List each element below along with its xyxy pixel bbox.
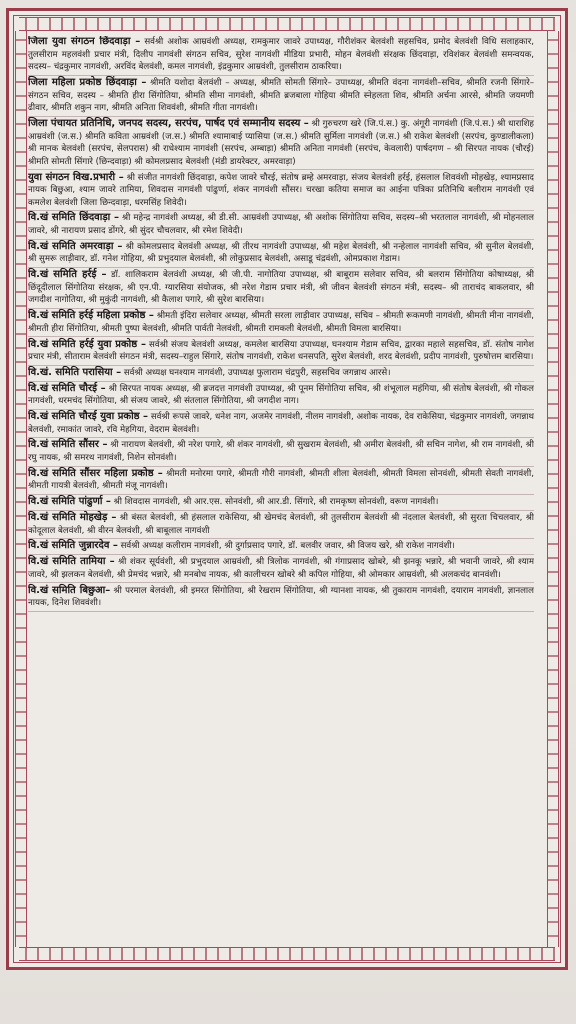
committee-members: श्रीमती इंदिरा सलेवार अध्यक्ष, श्रीमती सरला लाड़ीवार उपाध्यक्ष, सचिव – श्रीमती रूकमणी नागवंशी, श्रीमती मीना नागवंशी, श्रीमती हीरा सिंगोतिया, श्रीमती पुष्पा बेलवंशी, श्रीमति पार्वती नेलवंशी, श्रीमती रामकली बेलवंशी, श्रीमती विमला बारसिया। (28, 311, 534, 334)
committee-members: श्री महेन्द्र नागवंशी अध्यक्ष, श्री डी.सी. आम्रवंशी उपाध्यक्ष, श्री अशोक सिंगोतिया सचिव, सदस्य–श्री भरतलाल नागवंशी, श्री मोहनलाल जावरे, श्री नारायण प्रसाद डोंगरे, श्री सुंदर चौचलवार, श्री रमेश शिवेदी। (28, 213, 534, 237)
committee-entry (28, 118, 534, 170)
committee-entry (28, 212, 534, 239)
committee-members: सर्वश्री रूपसे जावरे, धनेश नाग, अजमेर नागवंशी, नीलम नागवंशी, अशोक नायक, देव राकेसिया, चंद्रकुमार नागवंशी, जगन्नाथ बेलवंशी, रमाकांत जावरे, रवि मेहगिया, वेदराम बेलवंशी। (28, 412, 534, 435)
committee-entry (28, 439, 534, 466)
ornament-band-bottom (19, 947, 555, 961)
committee-members: डॉ. शालिकराम बेलवंशी अध्यक्ष, श्री जी.पी. नागोतिया उपाध्यक्ष, श्री बाबूराम सलेवार सचिव, श्री बलराम सिंगोतिया कोषाध्यक्ष, श्री छिंदूदीलाल सिंगोतिया संरक्षक, श्री एन.पी. ग्यारसिया संयोजक, श्री नरेश गेडाम प्रचार मंत्री, श्री जीवन बेलवंशी संगठन मंत्री, सदस्य– श्री ताराचंद बाकलवार, श्री जगदीश नागोतिया, श्री मुकुंदी नागवंशी, श्री कैलाश पगारे, श्री सुरेश बारसिया। (28, 270, 534, 306)
committee-members: श्री संजीत नागवंशी छिंदवाड़ा, कपेश जावरे चौरई, संतोष ब्रम्हे अमरवाड़ा, संजय बेलवंशी हर्रई, हंसलाल शिववंशी मोहखेड़, श्यामप्रसाद नायक बिछुआ, श्याम जावरे तामिया, शिवदास नागवंशी पांढुर्णा, शंकर नागवंशी सौंसर। चरखा कतिया समाज का आईना पत्रिका प्रतिनिधि बलीराम नागवंशी एवं कमलेश बेलवंशी जिला छिन्दवाड़ा, धरमसिंह शिवेदी। (28, 172, 534, 208)
committee-entry (28, 556, 534, 583)
committee-list (28, 36, 534, 936)
committee-heading: वि.खं समिति सौंसर – (28, 439, 108, 451)
committee-members: श्रीमति यशोदा बेलवंशी – अध्यक्ष, श्रीमति सोमती सिंगारे– उपाध्यक्ष, श्रीमति वंदना नागवंशी–सचिव, श्रीमति रजनी सिंगारे– संगठन सचिव, सदस्य – श्रीमति हीरा सिंगोतिया, श्रीमति सीमा नागवंशी, श्रीमति ब्रजबाला गोहिया श्रीमति स्नेहलता शिव, श्रीमति अर्चना आरसे, श्रीमति जयमणी ढीवार, श्रीमति शकुन नाग, श्रीमति अनिता शिववंशी, श्रीमति गीता नागवंशी। (28, 77, 534, 114)
committee-heading: युवा संगठन विख.प्रभारी – (28, 171, 124, 183)
committee-entry (28, 585, 534, 612)
committee-entry (28, 172, 534, 212)
committee-heading: वि.खं समिति चौरई – (28, 382, 106, 394)
committee-entry (28, 383, 534, 410)
committee-heading: वि.खं समिति जुन्नारदेव – (28, 540, 118, 552)
committee-heading: वि.खं समिति पांढुर्णा – (28, 496, 111, 508)
committee-entry (28, 411, 534, 438)
committee-members: सर्वश्री संजय बेलवंशी अध्यक्ष, कमलेश बारसिया उपाध्यक्ष, घनश्याम गेडाम सचिव, द्वारका महाले सहसचिव, डॉ. संतोष नागेश प्रचार मंत्री, सीताराम बेलवंशी संगठन मंत्री, सदस्य–राहुल सिंगारे, संतोष नागवंशी, राकेश धनसपति, सुरेश बेलवंशी, शरद बेलवंशी, प्रदीप नागवंशी, पुरुषोत्तम बारसिया। (28, 339, 534, 363)
committee-heading: वि.खं समिति छिंदवाड़ा – (28, 212, 120, 224)
committee-members: श्री नारायण बेलवंशी, श्री नरेश पगारे, श्री शंकर नागवंशी, श्री सुखराम बेलवंशी, श्री अमीरा बेलवंशी, श्री सचिन नागेश, श्री राम नागवंशी, श्री रघु नायक, श्री समरथ नागवंशी, निशेन सोनवंशी। (28, 440, 534, 464)
committee-heading: वि.खं समिति चौरई युवा प्रकोष्ठ – (28, 411, 149, 423)
committee-members: श्री कोमलप्रसाद बेलवंशी अध्यक्ष, श्री तीरथ नागवंशी उपाध्यक्ष, श्री महेश बेलवंशी, श्री नन्हेलाल नागवंशी सचिव, श्री सुनील बेलवंशी, श्री सुमरू लाड़ीवार, डॉ. गनेश गोहिया, श्री प्रभुदयाल बेलवंशी, श्री लोकुप्रसाद बेलवंशी, असाडू चंद्रवंशी, ओमप्रकाश गेडाम। (28, 241, 534, 265)
committee-entry (28, 496, 534, 511)
committee-heading: वि.खं. समिति परासिया – (28, 366, 122, 378)
committee-entry (28, 310, 534, 337)
committee-heading: वि.खं समिति मोहखेड़ – (28, 512, 117, 523)
committee-heading: जिला पंचायत प्रतिनिधि, जनपद सदस्य, सरपंच, पार्षद एवं सम्मानीय सदस्य – (28, 117, 309, 129)
committee-entry (28, 269, 534, 309)
committee-heading: जिला महिला प्रकोष्ठ छिंदवाड़ा – (28, 76, 147, 88)
committee-members: श्री सिरपत नायक अध्यक्ष, श्री ब्रजदत्त नागवंशी उपाध्यक्ष, श्री पूनम सिंगोतिया सचिव, श्री शंभूलाल महंगिया, श्री संतोष बेलवंशी, श्री गोकल नागवंशी, धरमचंद सिंगोतिया, श्री संजय जावरे, श्री संतलाल सिंगोतिया, श्री जगदीश नाग। (28, 383, 534, 407)
committee-entry (28, 512, 534, 539)
committee-heading: वि.खं समिति हर्रई – (28, 269, 107, 281)
committee-entry (28, 36, 534, 76)
ornament-band-right (547, 31, 559, 947)
committee-entry (28, 77, 534, 117)
committee-entry (28, 468, 534, 495)
committee-members: श्री गुरुचरण खरे (जि.पं.स.) कु. अंगूरी नागवंशी (जि.पं.स.) श्री धाराशिह आम्रवंशी (ज.स.) श्रीमति कविता आम्रवंशी (ज.स.) श्रीमति श्यामाबाई प्यासिया (ज.स.) श्रीमति सुर्मिला नागवंशी (ज.स.) श्री राकेश बेलवंशी (सरपंच, कुण्डालीकला) श्री मानक बेलवंशी (सरपंच, सेलपरास) श्री राधेश्याम नागवंशी (सरपंच, अम्बाड़ा) श्रीमति अनिता नागवंशी (सरपंच, केवलारी) पार्षदगण – श्री सिरपत नायक (चौरई) श्रीमति सोमती सिंगारे (छिन्दवाड़ा) श्री कोमलप्रसाद बेलवंशी (मंडी डायरेक्टर, अमरवाड़ा) (28, 118, 534, 167)
committee-members: सर्वश्री अशोक आम्रवंशी अध्यक्ष, रामकुमार जावरे उपाध्यक्ष, गौरीशंकर बेलवंशी सहसचिव, प्रमोद बेलवंशी विधि सलाहकार, तुलसीराम महलवंशी प्रचार मंत्री, दिलीप नागवंशी संगठन सचिव, सुरेश नागवंशी मीडिया प्रभारी, मोहन बेलवंशी संरक्षक छिंदवाड़ा, रविशंकर बेलवंशी समन्वयक, सदस्य– चंद्रकुमार नागवंशी, अरविंद बेलवंशी, कमल नागवंशी, इंद्रकुमार आम्रवंशी, तुलसीराम ठाकरिया। (28, 37, 534, 73)
committee-entry (28, 367, 534, 382)
committee-members: श्री शिवदास नागवंशी, श्री आर.एस. सोनवंशी, श्री आर.डी. सिंगारे, श्री रामकृष्ण सोनवंशी, वरूण नागवंशी। (113, 497, 439, 508)
committee-entry (28, 339, 534, 366)
ornament-band-left (15, 31, 27, 947)
committee-members: श्री बंसत बेलवंशी, श्री हंसलाल राकेसिया, श्री खेमचंद बेलवंशी, श्री तुलसीराम बेलवंशी श्री नंदलाल बेलवंशी, श्री सुरता चिचलवार, श्री कोदूलाल बेलवंशी, श्री वीरन बेलवंशी, श्री बाबूलाल नागवंशी (28, 513, 534, 536)
committee-entry (28, 540, 534, 555)
committee-entry (28, 241, 534, 268)
committee-heading: वि.खं समिति तामिया – (28, 556, 115, 568)
committee-members: श्री शंकर सूर्यवंशी, श्री प्रभुदयाल आम्रवंशी, श्री त्रिलोक नागवंशी, श्री गंगाप्रसाद खोबरे, श्री झनकू भन्नारे, श्री भवानी जावरे, श्री श्याम जावरे, श्री झलकन बेलवंशी, श्री प्रेमचंद भन्नारे, श्री मनबोध नायक, श्री कालीचरन खोबरे श्री कपिल गोहिया, श्री ओमकार आम्रवंशी, श्री अलकचंद बानवंशी। (28, 557, 534, 580)
committee-members: श्रीमती मनोरमा पगारे, श्रीमती गौरी नागवंशी, श्रीमती शीला बेलवंशी, श्रीमती विमला सोनवंशी, श्रीमती सेवती नागवंशी, श्रीमती गायत्री बेलवंशी, श्रीमती मंजू नागवंशी। (28, 468, 534, 492)
ornament-band-top (19, 17, 555, 31)
committee-heading: वि.खं समिति बिछुआ– (28, 584, 111, 596)
committee-heading: वि.खं समिति सौंसर महिला प्रकोष्ठ – (28, 467, 163, 479)
committee-heading: वि.खं समिति अमरवाड़ा – (28, 240, 123, 252)
committee-heading: वि.खं समिति हर्रई युवा प्रकोष्ठ – (28, 338, 146, 350)
committee-members: श्री परमाल बेलवंशी, श्री इमरत सिंगोतिया, श्री रेखराम सिंगोतिया, श्री ग्यानशा नायक, श्री तुकाराम नागवंशी, दयाराम नागवंशी, ज्ञानलाल नायक, दिनेश शिववंशी। (28, 585, 534, 609)
committee-heading: जिला युवा संगठन छिंदवाड़ा – (28, 36, 141, 47)
committee-members: सर्वश्री अध्यक्ष कलीराम नागवंशी, श्री दुर्गाप्रसाद पगारे, डॉ. बलवीर जवार, श्री विजय खरे, श्री राकेश नागवंशी। (120, 541, 455, 552)
committee-members: सर्वश्री अध्यक्ष घनश्याम नागवंशी, उपाध्यक्ष फुलाराम चंद्रपुरी, सहसचिव जगन्नाथ आरसे। (123, 367, 391, 378)
committee-heading: वि.खं समिति हर्रई महिला प्रकोष्ठ – (28, 310, 154, 322)
